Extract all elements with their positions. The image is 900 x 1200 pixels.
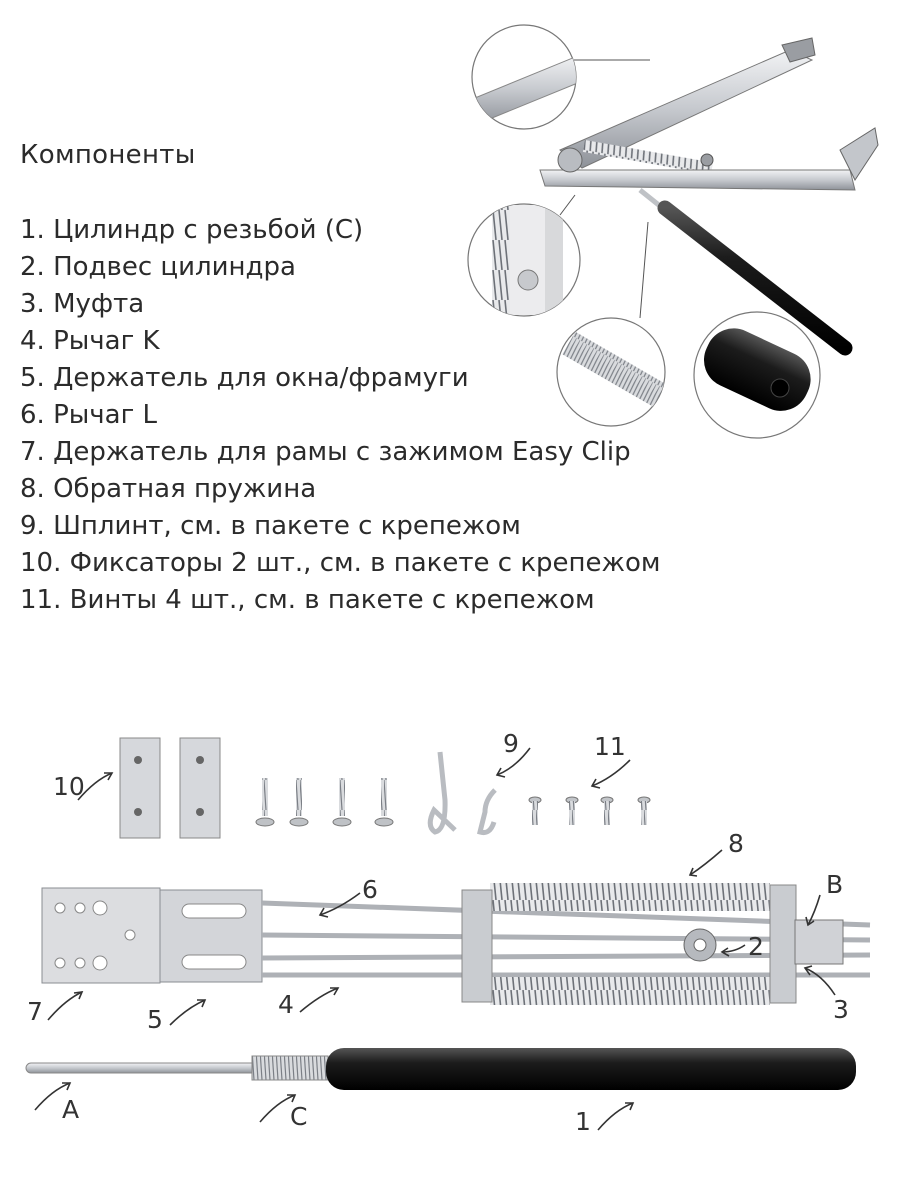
components-heading: Компоненты: [20, 140, 196, 170]
callout-11: 11: [594, 732, 626, 761]
small-bolts: [529, 797, 650, 825]
component-item: 6. Рычаг L: [20, 400, 157, 430]
component-item: 2. Подвес цилиндра: [20, 252, 296, 282]
callout-5: 5: [147, 1005, 163, 1034]
component-item: 1. Цилиндр с резьбой (C): [20, 215, 364, 245]
callout-6: 6: [362, 875, 378, 904]
callout-b: B: [826, 870, 844, 899]
callout-c: C: [290, 1102, 308, 1131]
zoom-circle-thread: [557, 318, 671, 426]
component-item: 5. Держатель для окна/фрамуги: [20, 363, 469, 393]
component-item: 11. Винты 4 шт., см. в пакете с крепежом: [20, 585, 595, 615]
component-item: 8. Обратная пружина: [20, 474, 317, 504]
callout-a: A: [62, 1095, 80, 1124]
callout-9: 9: [503, 729, 519, 758]
split-pins: [430, 752, 495, 833]
zoom-circle-arm: [470, 25, 585, 129]
component-item: 7. Держатель для рамы с зажимом Easy Clip: [20, 437, 631, 467]
assembled-opener-photo: [540, 38, 878, 348]
callout-4: 4: [278, 990, 294, 1019]
component-item: 9. Шплинт, см. в пакете с крепежом: [20, 511, 521, 541]
component-item: 3. Муфта: [20, 289, 145, 319]
component-item: 10. Фиксаторы 2 шт., см. в пакете с крепежом: [20, 548, 661, 578]
zoom-circle-cap: [694, 312, 820, 438]
opener-mechanism: [42, 883, 870, 1005]
callout-1: 1: [575, 1107, 591, 1136]
screws: [256, 778, 393, 826]
clamp-plates: [120, 738, 220, 838]
callout-7: 7: [27, 997, 43, 1026]
gas-cylinder: [26, 1048, 856, 1090]
callout-10: 10: [53, 772, 85, 801]
callout-8: 8: [728, 829, 744, 858]
zoom-circle-spring: [468, 204, 580, 316]
component-item: 4. Рычаг K: [20, 326, 160, 356]
callout-2: 2: [748, 932, 764, 961]
callout-3: 3: [833, 995, 849, 1024]
